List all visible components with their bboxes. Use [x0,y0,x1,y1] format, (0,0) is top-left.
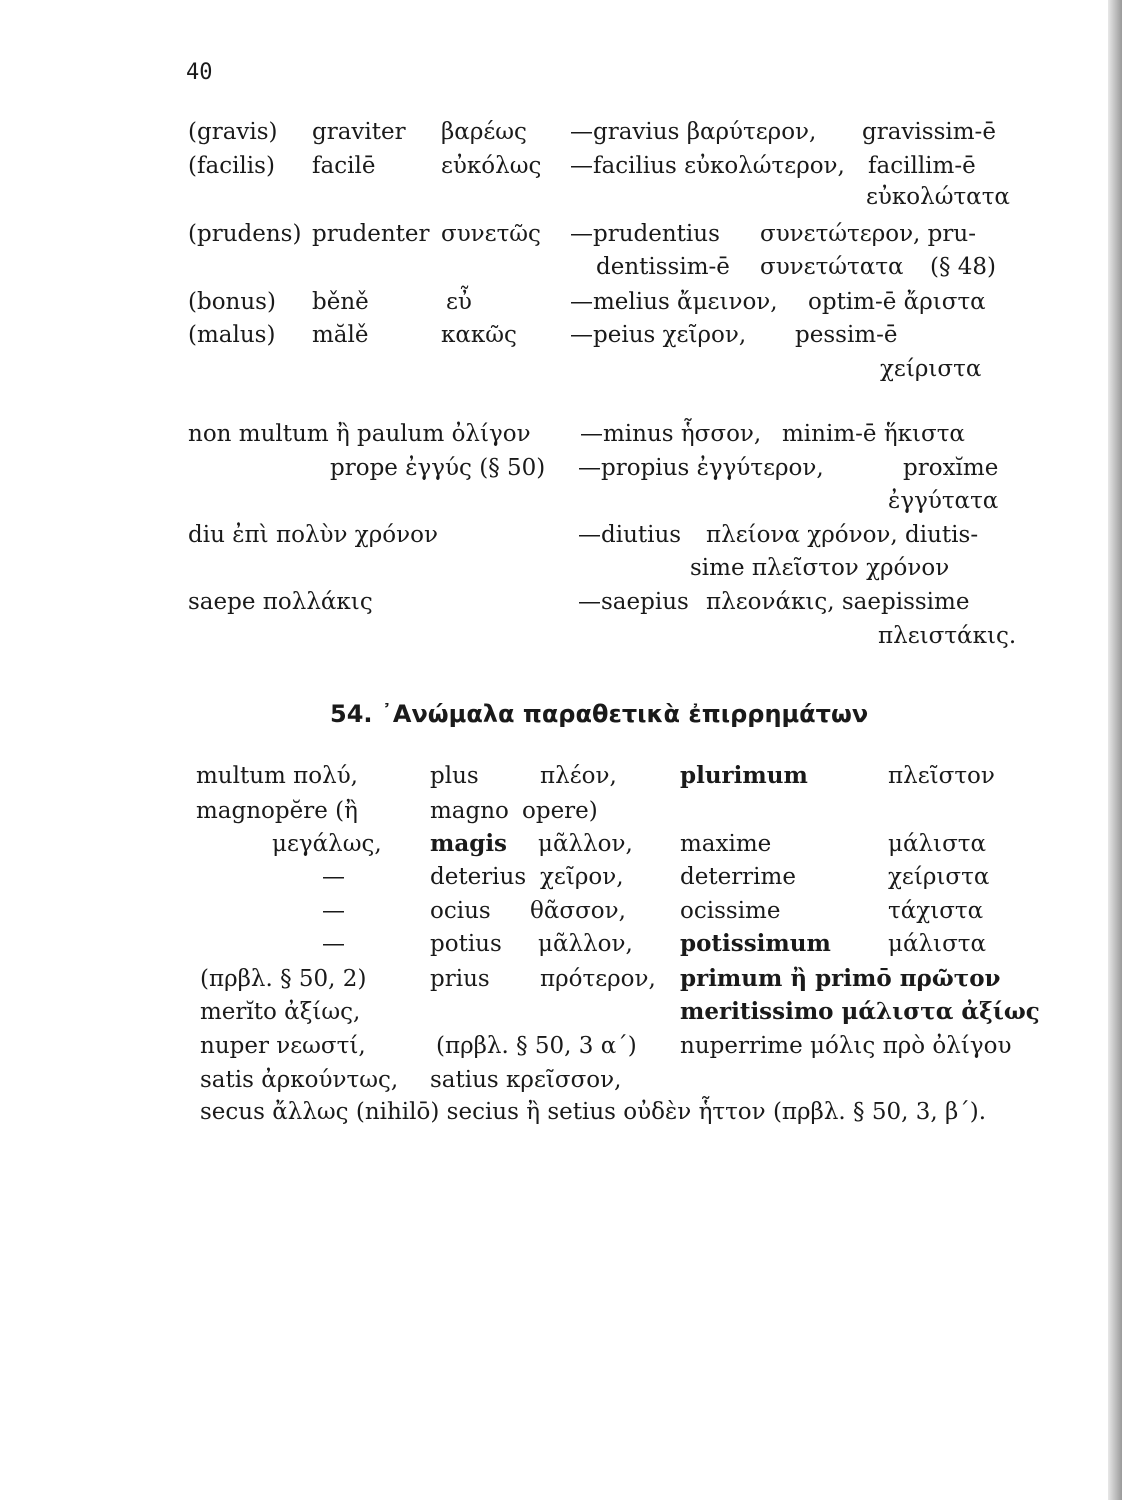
comparative-latin: magno [430,798,509,824]
superlative-latin: nuperrime μόλις πρὸ ὀλίγου [680,1033,1012,1059]
adv-latin: běně [312,289,369,315]
adv-latin: facilē [312,153,376,179]
superlative-latin: plurimum [680,762,808,789]
comparative-latin: magis [430,830,508,857]
final-line: secus ἄλλως (nihilō) secius ἢ setius οὐδὲν ἧττον (πρβλ. § 50, 3, β΄). [200,1099,987,1125]
adv-greek: εὖ [446,289,472,315]
positive: nuper νεωστί, [200,1033,366,1059]
superlative-cont: εὐκολώτατα [866,184,1010,210]
positive: satis ἀρκούντως, [200,1067,399,1093]
page-number: 40 [186,60,213,85]
comparative-latin: potius [430,931,502,957]
comparative-latin: prius [430,966,490,992]
comparative-greek: πρότερον, [540,966,656,992]
adverb-pair: saepe πολλάκις [188,589,373,615]
superlative: pessim-ē [795,322,898,348]
superlative-latin: meritissimo μάλιστα ἀξίως [680,998,1040,1025]
superlative: proxĭme [903,455,999,481]
comparative: —diutius [578,522,682,548]
superlative-latin: potissimum [680,930,831,957]
superlative-latin: maxime [680,831,772,857]
comparative: —minus ἧσσον, [580,421,762,447]
superlative-greek: πλεῖστον [888,763,995,789]
adverb-pair: prope ἐγγύς (§ 50) [330,455,546,481]
adv-greek: εὐκόλως [441,153,542,179]
comparative: —saepius [578,589,689,615]
superlative: συνετώτερον, pru- [760,221,976,247]
adj: (bonus) [188,289,276,315]
comparative-greek: πλεονάκις, saepissime [706,589,970,615]
superlative: optim-ē ἄριστα [808,289,986,315]
adverb-pair: diu ἐπὶ πολὺν χρόνον [188,522,438,548]
superlative-greek: τάχιστα [888,898,984,924]
adv-latin: mălě [312,322,369,348]
superlative-greek: συνετώτατα [760,254,904,280]
comparative-greek: πλείονα χρόνον, diutis- [706,522,979,548]
comparative-greek: μᾶλλον, [538,831,633,857]
comparative-greek: θᾶσσον, [530,898,626,924]
superlative-greek: μάλιστα [888,831,987,857]
page-edge [1108,0,1122,1500]
section-ref: (§ 48) [930,254,997,280]
comparative: —propius ἐγγύτερον, [578,455,824,481]
positive-dash: — [322,931,345,957]
comparative-latin: deterius [430,864,527,890]
positive: merĭto ἀξίως, [200,999,361,1025]
positive-dash: — [322,898,345,924]
comparative-latin: (πρβλ. § 50, 3 α΄) [436,1033,637,1059]
adv-greek: κακῶς [441,322,517,348]
comparative-greek: μᾶλλον, [538,931,633,957]
adj: (prudens) [188,221,302,247]
superlative: minim-ē ἥκιστα [782,421,965,447]
comparative: —prudentius [570,221,720,247]
comparative: —peius χεῖρον, [570,322,747,348]
positive-dash: — [322,864,345,890]
positive: magnopĕre (ἢ [196,798,358,824]
adj: (gravis) [188,119,278,145]
superlative-cont: χείριστα [880,356,982,382]
section-heading: 54. ᾿Ανώμαλα παραθετικὰ ἐπιρρημάτων [330,700,869,728]
comparative-greek: χεῖρον, [540,864,624,890]
comparative-greek: πλέον, [540,763,617,789]
superlative-latin: primum ἢ primō πρῶτον [680,965,1001,992]
superlative-cont: ἐγγύτατα [888,488,999,514]
superlative-latin: ocissime [680,898,781,924]
comparative: —facilius εὐκολώτερον, [570,153,845,179]
positive: μεγάλως, [272,831,382,857]
superlative-latin: deterrime [680,864,796,890]
comparative-latin: satius κρεῖσσον, [430,1067,622,1093]
adj: (malus) [188,322,276,348]
comparative: —gravius βαρύτερον, [570,119,817,145]
adv-greek: συνετῶς [441,221,541,247]
comparative-latin: plus [430,763,479,789]
superlative: sime πλεῖστον χρόνον [690,555,950,581]
comparative-greek: opere) [522,798,598,824]
superlative-cont: πλειστάκις. [878,623,1017,649]
superlative-greek: χείριστα [888,864,990,890]
superlative: facillim-ē [868,153,976,179]
superlative-cont: dentissim-ē [596,254,730,280]
adj: (facilis) [188,153,275,179]
adverb-pair: non multum ἢ paulum ὀλίγον [188,421,531,447]
superlative-greek: μάλιστα [888,931,987,957]
adv-latin: prudenter [312,221,430,247]
adv-greek: βαρέως [441,119,527,145]
positive: (πρβλ. § 50, 2) [200,966,367,992]
adv-latin: graviter [312,119,406,145]
comparative: —melius ἄμεινον, [570,289,778,315]
comparative-latin: ocius [430,898,491,924]
superlative: gravissim-ē [862,119,996,145]
positive: multum πολύ, [196,763,358,789]
